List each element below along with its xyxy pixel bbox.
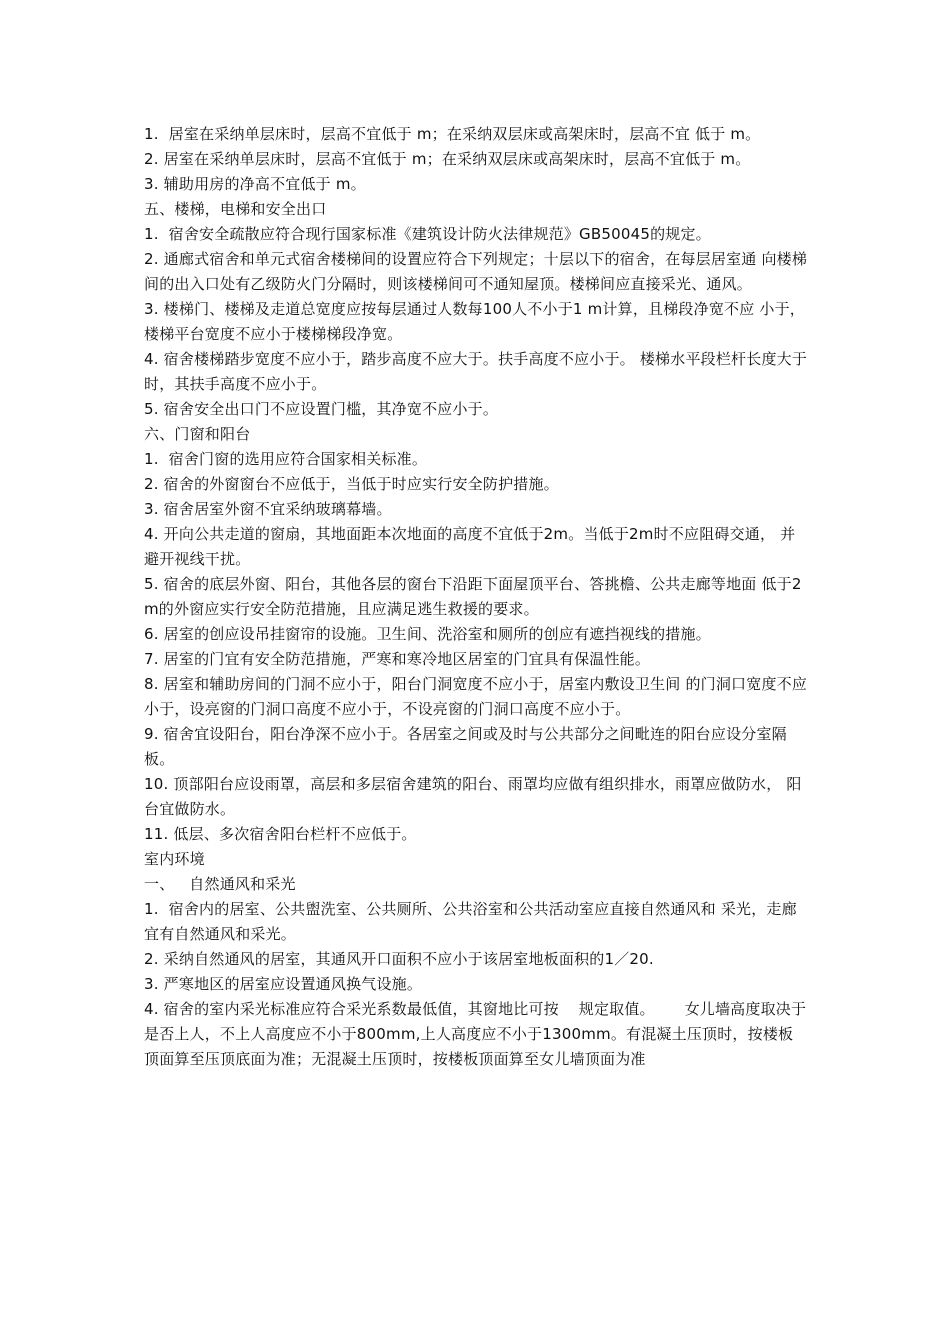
list-item: 5. 宿舍安全出口门不应设置门槛，其净宽不应小于。 <box>144 400 499 418</box>
list-item: 5. 宿舍的底层外窗、阳台，其他各层的窗台下沿距下面屋顶平台、答挑檐、公共走廊等地面 低于2m的外窗应实行安全防范措施，且应满足逃生救援的要求。 <box>144 575 802 618</box>
section-heading: 一、 自然通风和采光 <box>144 875 296 893</box>
list-item: 2. 采纳自然通风的居室，其通风开口面积不应小于该居室地板面积的1／20. <box>144 950 654 968</box>
document-body <box>144 122 808 1072</box>
list-item: 9. 宿舍宜设阳台，阳台净深不应小于。各居室之间或及时与公共部分之间毗连的阳台应设分室隔板。 <box>144 725 787 768</box>
list-item: 1. 宿舍安全疏散应符合现行国家标准《建筑设计防火法律规范》GB50045的规定。 <box>144 225 711 243</box>
list-item: 4. 宿舍的室内采光标准应符合采光系数最低值，其窗地比可按 规定取值。 女儿墙高度取决于是否上人，不上人高度应不小于800mm,上人高度应不小于1300mm。有混凝土压顶时，按楼板顶面算至压顶底面为准；无混凝土压顶时，按楼板顶面算至女儿墙顶面为准 <box>144 1000 807 1068</box>
list-item: 1. 宿舍内的居室、公共盥洗室、公共厕所、公共浴室和公共活动室应直接自然通风和 采光，走廊宜有自然通风和采光。 <box>144 900 797 943</box>
list-item: 6. 居室的创应设吊挂窗帘的设施。卫生间、洗浴室和厕所的创应有遮挡视线的措施。 <box>144 625 711 643</box>
list-item: 11. 低层、多次宿舍阳台栏杆不应低于。 <box>144 825 417 843</box>
list-item: 2. 通廊式宿舍和单元式宿舍楼梯间的设置应符合下列规定；十层以下的宿舍，在每层居室通 向楼梯间的出入口处有乙级防火门分隔时，则该楼梯间可不通知屋顶。楼梯间应直接采光、通风。 <box>144 250 808 293</box>
list-item: 10. 顶部阳台应设雨罩，高层和多层宿舍建筑的阳台、雨罩均应做有组织排水，雨罩应做防水， 阳台宜做防水。 <box>144 775 802 818</box>
list-item: 1. 居室在采纳单层床时，层高不宜低于 m；在采纳双层床或高架床时，层高不宜 低于 m。 <box>144 125 761 143</box>
section-heading: 六、门窗和阳台 <box>144 425 251 443</box>
list-item: 4. 宿舍楼梯踏步宽度不应小于，踏步高度不应大于。扶手高度不应小于。 楼梯水平段栏杆长度大于时，其扶手高度不应小于。 <box>144 350 808 393</box>
list-item: 8. 居室和辅助房间的门洞不应小于，阳台门洞宽度不应小于，居室内敷设卫生间 的门洞口宽度不应小于，设亮窗的门洞口高度不应小于，不设亮窗的门洞口高度不应小于。 <box>144 675 808 718</box>
list-item: 3. 辅助用房的净高不宜低于 m。 <box>144 175 366 193</box>
list-item: 4. 开向公共走道的窗扇，其地面距本次地面的高度不宜低于2m。当低于2m时不应阻碍交通， 并避开视线干扰。 <box>144 525 796 568</box>
list-item: 7. 居室的门宜有安全防范措施，严寒和寒冷地区居室的门宜具有保温性能。 <box>144 650 651 668</box>
list-item: 1. 宿舍门窗的选用应符合国家相关标准。 <box>144 450 428 468</box>
list-item: 2. 居室在采纳单层床时，层高不宜低于 m；在采纳双层床或高架床时，层高不宜低于 m。 <box>144 150 751 168</box>
list-item: 3. 严寒地区的居室应设置通风换气设施。 <box>144 975 423 993</box>
list-item: 3. 楼梯门、楼梯及走道总宽度应按每层通过人数每100人不小于1 m计算，且梯段净宽不应 小于，楼梯平台宽度不应小于楼梯梯段净宽。 <box>144 300 806 343</box>
list-item: 3. 宿舍居室外窗不宜采纳玻璃幕墙。 <box>144 500 392 518</box>
section-heading: 五、楼梯，电梯和安全出口 <box>144 200 327 218</box>
list-item: 2. 宿舍的外窗窗台不应低于，当低于时应实行安全防护措施。 <box>144 475 559 493</box>
section-heading: 室内环境 <box>144 850 205 868</box>
